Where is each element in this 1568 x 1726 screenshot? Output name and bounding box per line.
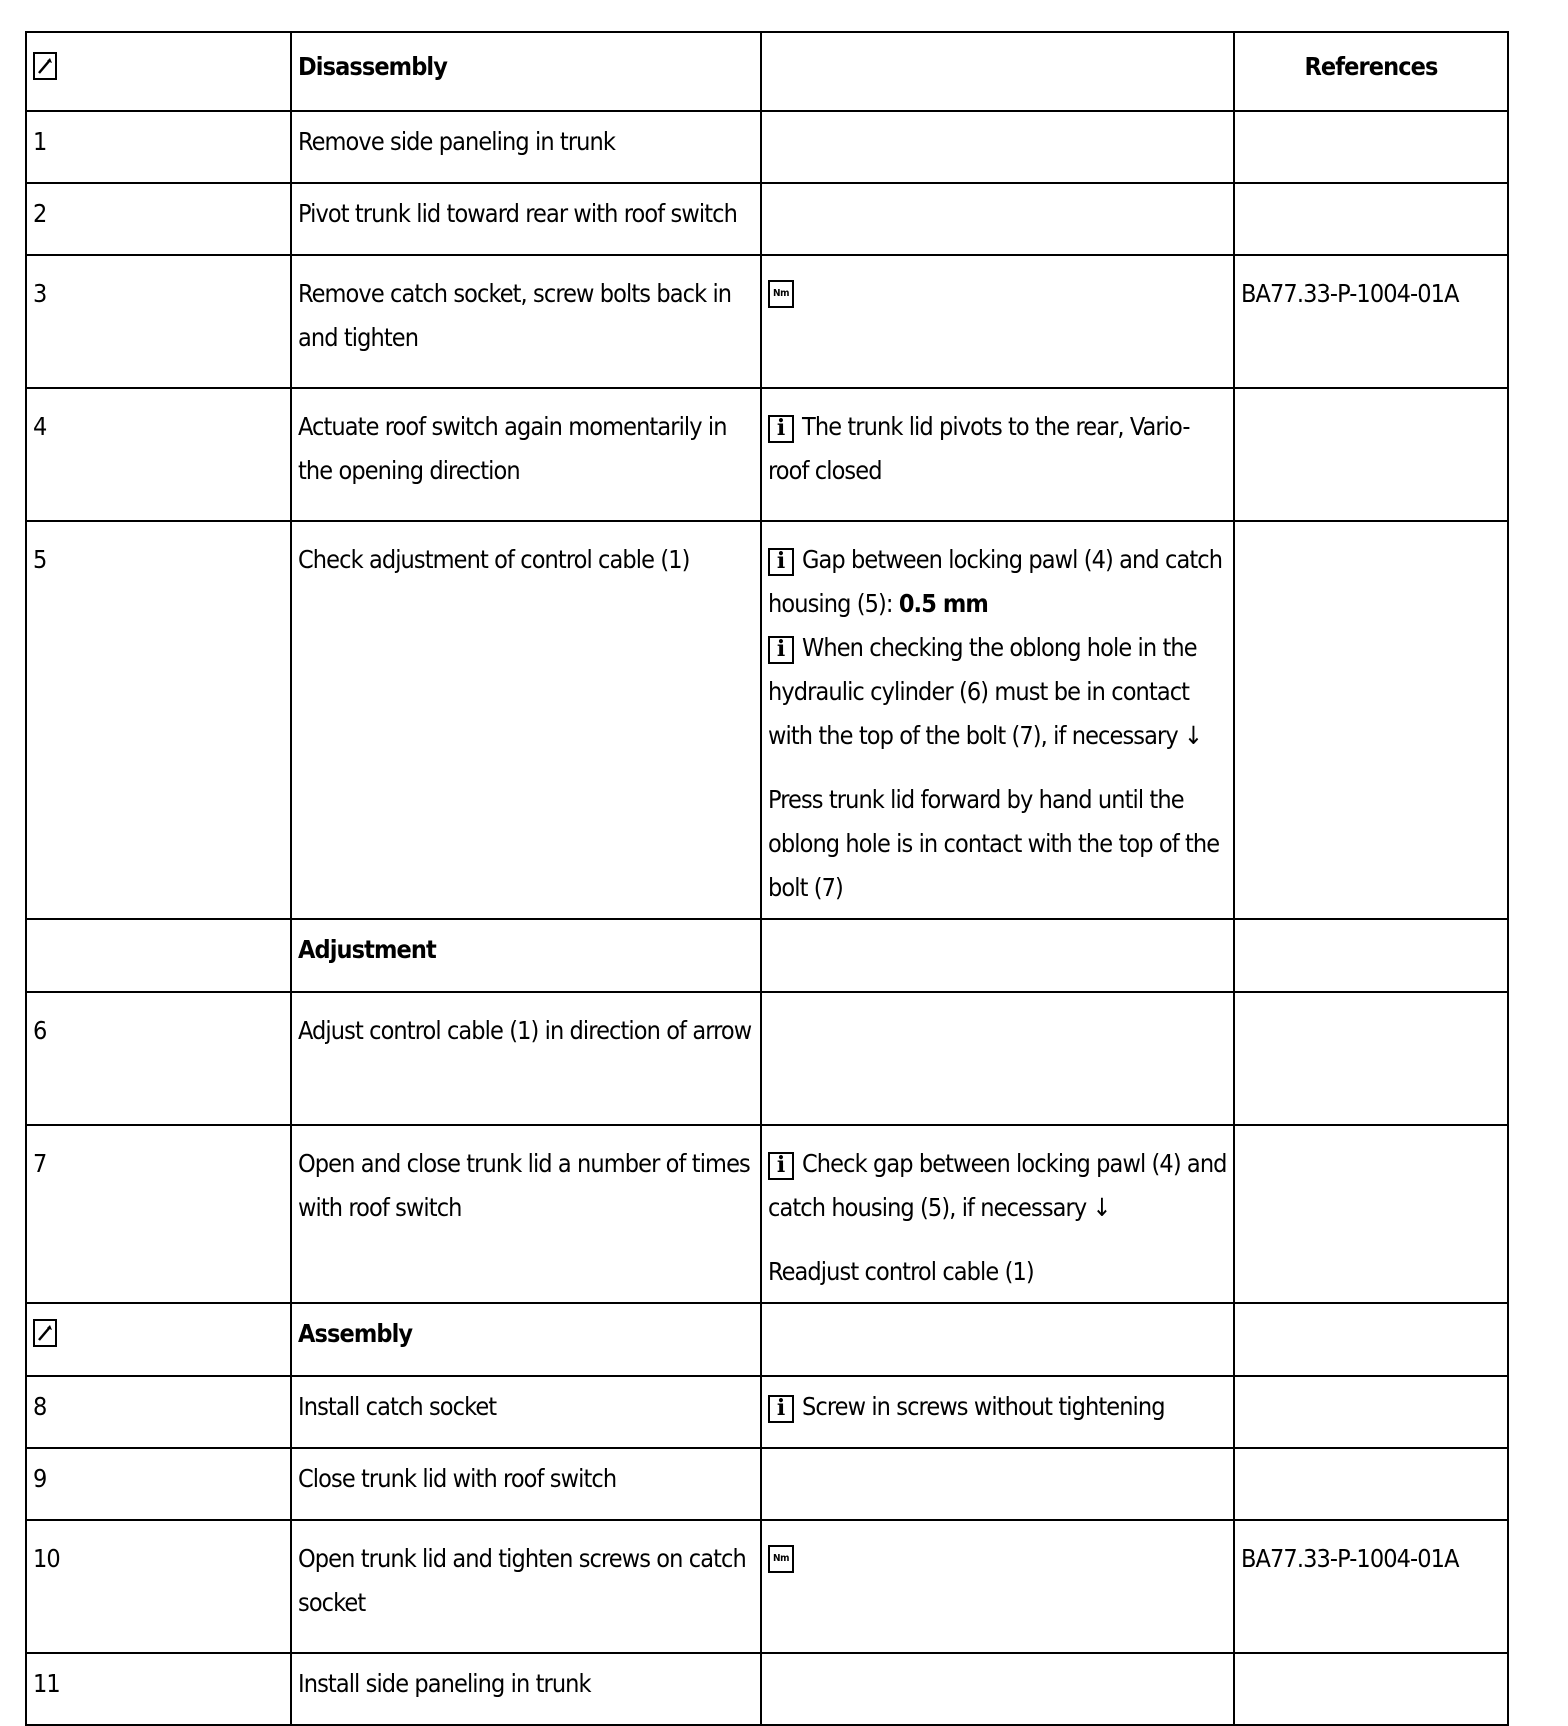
step-notes [761, 183, 1234, 255]
table-row [26, 1520, 1508, 1653]
header-icon-cell [26, 32, 291, 111]
table-header-row [26, 32, 1508, 111]
step-notes [761, 521, 1234, 919]
step-number: 3 [26, 255, 291, 388]
step-reference [1234, 1125, 1508, 1303]
step-number: 8 [26, 1376, 291, 1448]
step-text: Remove side paneling in trunk [291, 111, 761, 183]
info-icon: i [768, 1395, 794, 1423]
step-text: Actuate roof switch again momentarily in the opening direction [291, 388, 761, 521]
table-row [26, 388, 1508, 521]
step-number: 10 [26, 1520, 291, 1653]
step-notes [761, 1653, 1234, 1725]
note-text: The trunk lid pivots to the rear, Vario-roof closed [768, 412, 1190, 485]
step-number: 1 [26, 111, 291, 183]
section-row [26, 1303, 1508, 1376]
gap-value: 0.5 mm [898, 589, 988, 618]
step-notes [761, 1520, 1234, 1653]
step-text: Close trunk lid with roof switch [291, 1448, 761, 1520]
step-reference [1234, 1448, 1508, 1520]
note-text: Readjust control cable (1) [768, 1257, 1034, 1286]
table-row [26, 111, 1508, 183]
step-text: Adjust control cable (1) in direction of arrow [291, 992, 761, 1125]
section-row [26, 919, 1508, 992]
step-reference [1234, 388, 1508, 521]
step-notes [761, 1303, 1234, 1376]
procedure-table [25, 31, 1509, 1726]
step-notes [761, 1125, 1234, 1303]
step-number: 4 [26, 388, 291, 521]
torque-icon: Nm [768, 280, 794, 308]
step-number: 6 [26, 992, 291, 1125]
section-title: Assembly [291, 1303, 761, 1376]
step-notes [761, 992, 1234, 1125]
step-notes [761, 255, 1234, 388]
step-text: Check adjustment of control cable (1) [291, 521, 761, 919]
note-text: Press trunk lid forward by hand until the oblong hole is in contact with the top of the bolt (7) [768, 785, 1220, 902]
info-icon: i [768, 415, 794, 443]
note-paragraph [768, 626, 1227, 758]
step-reference [1234, 1303, 1508, 1376]
table-row [26, 255, 1508, 388]
note-paragraph [768, 1142, 1227, 1230]
step-reference [1234, 1653, 1508, 1725]
step-notes [761, 919, 1234, 992]
table-row [26, 1653, 1508, 1725]
info-icon: i [768, 636, 794, 664]
step-reference[interactable]: BA77.33-P-1004-01A [1234, 255, 1508, 388]
step-number: 11 [26, 1653, 291, 1725]
assembly-icon [33, 1319, 57, 1347]
note-text: Screw in screws without tightening [802, 1392, 1165, 1421]
disassembly-icon [33, 52, 57, 80]
step-reference [1234, 992, 1508, 1125]
step-reference [1234, 111, 1508, 183]
note-text: When checking the oblong hole in the hydraulic cylinder (6) must be in contact with the top of the bolt (7), if necessary ↓ [768, 633, 1202, 750]
torque-icon: Nm [768, 1545, 794, 1573]
info-icon: i [768, 548, 794, 576]
section-icon-cell [26, 1303, 291, 1376]
header-title: Disassembly [291, 32, 761, 111]
step-text: Remove catch socket, screw bolts back in and tighten [291, 255, 761, 388]
step-notes [761, 111, 1234, 183]
step-number: 9 [26, 1448, 291, 1520]
note-text: Check gap between locking pawl (4) and catch housing (5), if necessary ↓ [768, 1149, 1227, 1222]
step-number: 5 [26, 521, 291, 919]
table-row [26, 183, 1508, 255]
header-references: References [1234, 32, 1508, 111]
step-text: Pivot trunk lid toward rear with roof switch [291, 183, 761, 255]
step-text: Install side paneling in trunk [291, 1653, 761, 1725]
header-notes [761, 32, 1234, 111]
step-text: Install catch socket [291, 1376, 761, 1448]
step-notes [761, 1376, 1234, 1448]
step-reference [1234, 183, 1508, 255]
step-reference[interactable]: BA77.33-P-1004-01A [1234, 1520, 1508, 1653]
table-row [26, 1376, 1508, 1448]
note-paragraph [768, 538, 1227, 626]
table-row [26, 1448, 1508, 1520]
step-number: 2 [26, 183, 291, 255]
step-reference [1234, 521, 1508, 919]
section-icon-cell [26, 919, 291, 992]
step-notes [761, 1448, 1234, 1520]
step-notes [761, 388, 1234, 521]
note-text: Gap between locking pawl (4) and catch housing (5): [768, 545, 1223, 618]
table-row [26, 1125, 1508, 1303]
section-title: Adjustment [291, 919, 761, 992]
step-text: Open and close trunk lid a number of times with roof switch [291, 1125, 761, 1303]
step-reference [1234, 919, 1508, 992]
step-reference [1234, 1376, 1508, 1448]
step-text: Open trunk lid and tighten screws on catch socket [291, 1520, 761, 1653]
table-row [26, 992, 1508, 1125]
table-row [26, 521, 1508, 919]
info-icon: i [768, 1152, 794, 1180]
step-number: 7 [26, 1125, 291, 1303]
